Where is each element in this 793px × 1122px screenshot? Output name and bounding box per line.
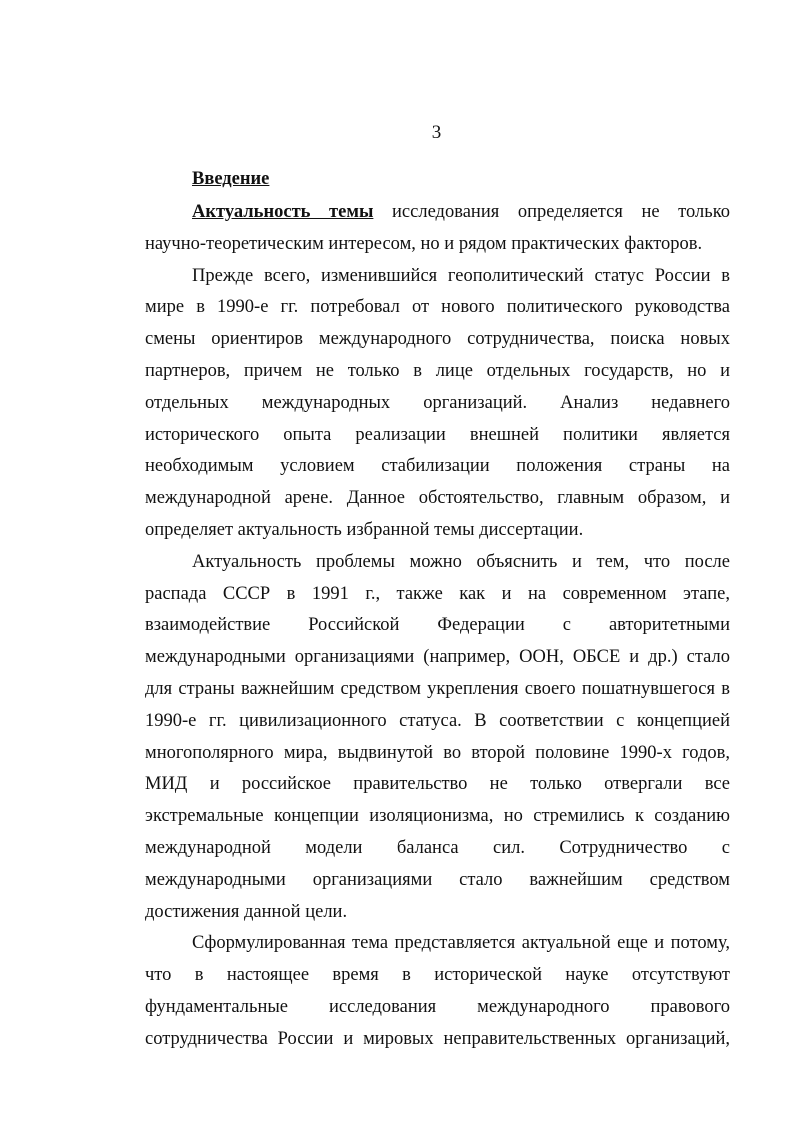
line-text: сотрудничества России и мировых неправительственных организаций, bbox=[145, 1028, 730, 1049]
text-line bbox=[145, 327, 730, 351]
text-line bbox=[145, 391, 730, 415]
lead-term: Актуальность темы bbox=[192, 202, 374, 222]
line-text: определяет актуальность избранной темы диссертации. bbox=[145, 520, 584, 540]
text-line bbox=[145, 645, 730, 669]
line-text: что в настоящее время в исторической науке отсутствуют bbox=[145, 965, 730, 986]
text-line bbox=[145, 868, 730, 892]
line-text: Прежде всего, изменившийся геополитический статус России в bbox=[192, 265, 730, 286]
text-line bbox=[145, 423, 730, 447]
line-text: мире в 1990-е гг. потребовал от нового политического руководства bbox=[145, 297, 730, 318]
text-line bbox=[145, 677, 730, 701]
line-text: многополярного мира, выдвинутой во второй половине 1990-х годов, bbox=[145, 742, 730, 763]
text-line bbox=[145, 772, 730, 796]
text-line bbox=[145, 1027, 730, 1051]
line-text: партнеров, причем не только в лице отдельных государств, но и bbox=[145, 361, 730, 381]
text-line bbox=[145, 518, 730, 542]
text-line bbox=[145, 963, 730, 987]
line-text: смены ориентиров международного сотрудничества, поиска новых bbox=[145, 329, 730, 350]
text-line bbox=[145, 454, 730, 478]
line-text: отдельных международных организаций. Анализ недавнего bbox=[145, 392, 730, 413]
line-text: научно-теоретическим интересом, но и рядом практических факторов. bbox=[145, 233, 703, 254]
line-text: исследования определяется не только bbox=[373, 202, 730, 222]
section-heading: Введение bbox=[192, 169, 270, 189]
text-line bbox=[145, 804, 730, 828]
text-line bbox=[192, 931, 730, 955]
text-line bbox=[145, 709, 730, 733]
line-text: для страны важнейшим средством укрепления своего пошатнувшегося в bbox=[145, 679, 730, 699]
text-line bbox=[145, 232, 730, 256]
line-text: фундаментальные исследования международного правового bbox=[145, 997, 730, 1017]
text-line bbox=[192, 264, 730, 288]
line-text: международной арене. Данное обстоятельство, главным образом, и bbox=[145, 488, 730, 509]
line-text: взаимодействие Российской Федерации с авторитетными bbox=[145, 615, 730, 636]
text-line bbox=[145, 486, 730, 510]
page-number: 3 bbox=[431, 122, 442, 143]
line-text: распада СССР в 1991 г., также как и на современном этапе, bbox=[145, 583, 730, 604]
text-line bbox=[145, 995, 730, 1019]
text-line bbox=[192, 200, 730, 224]
line-text: 1990-е гг. цивилизационного статуса. В соответствии с концепцией bbox=[145, 710, 730, 731]
text-line bbox=[145, 836, 730, 860]
line-text: необходимым условием стабилизации положения страны на bbox=[145, 456, 730, 477]
line-text: международными организациями (например, ООН, ОБСЕ и др.) стало bbox=[145, 647, 730, 668]
text-line bbox=[145, 295, 730, 319]
line-text: Сформулированная тема представляется актуальной еще и потому, bbox=[192, 933, 730, 954]
line-text: международной модели баланса сил. Сотрудничество с bbox=[145, 838, 730, 858]
line-text: Актуальность проблемы можно объяснить и тем, что после bbox=[192, 551, 730, 572]
line-text: достижения данной цели. bbox=[145, 901, 348, 922]
text-line bbox=[145, 582, 730, 606]
text-line bbox=[145, 900, 730, 924]
text-line bbox=[192, 550, 730, 574]
text-line bbox=[145, 359, 730, 383]
text-line bbox=[145, 741, 730, 765]
text-line bbox=[145, 613, 730, 637]
line-text: МИД и российское правительство не только отвергали все bbox=[145, 774, 730, 795]
line-text: исторического опыта реализации внешней политики является bbox=[145, 424, 730, 445]
line-text: экстремальные концепции изоляционизма, но стремились к созданию bbox=[145, 806, 730, 827]
line-text: международными организациями стало важнейшим средством bbox=[145, 869, 730, 890]
